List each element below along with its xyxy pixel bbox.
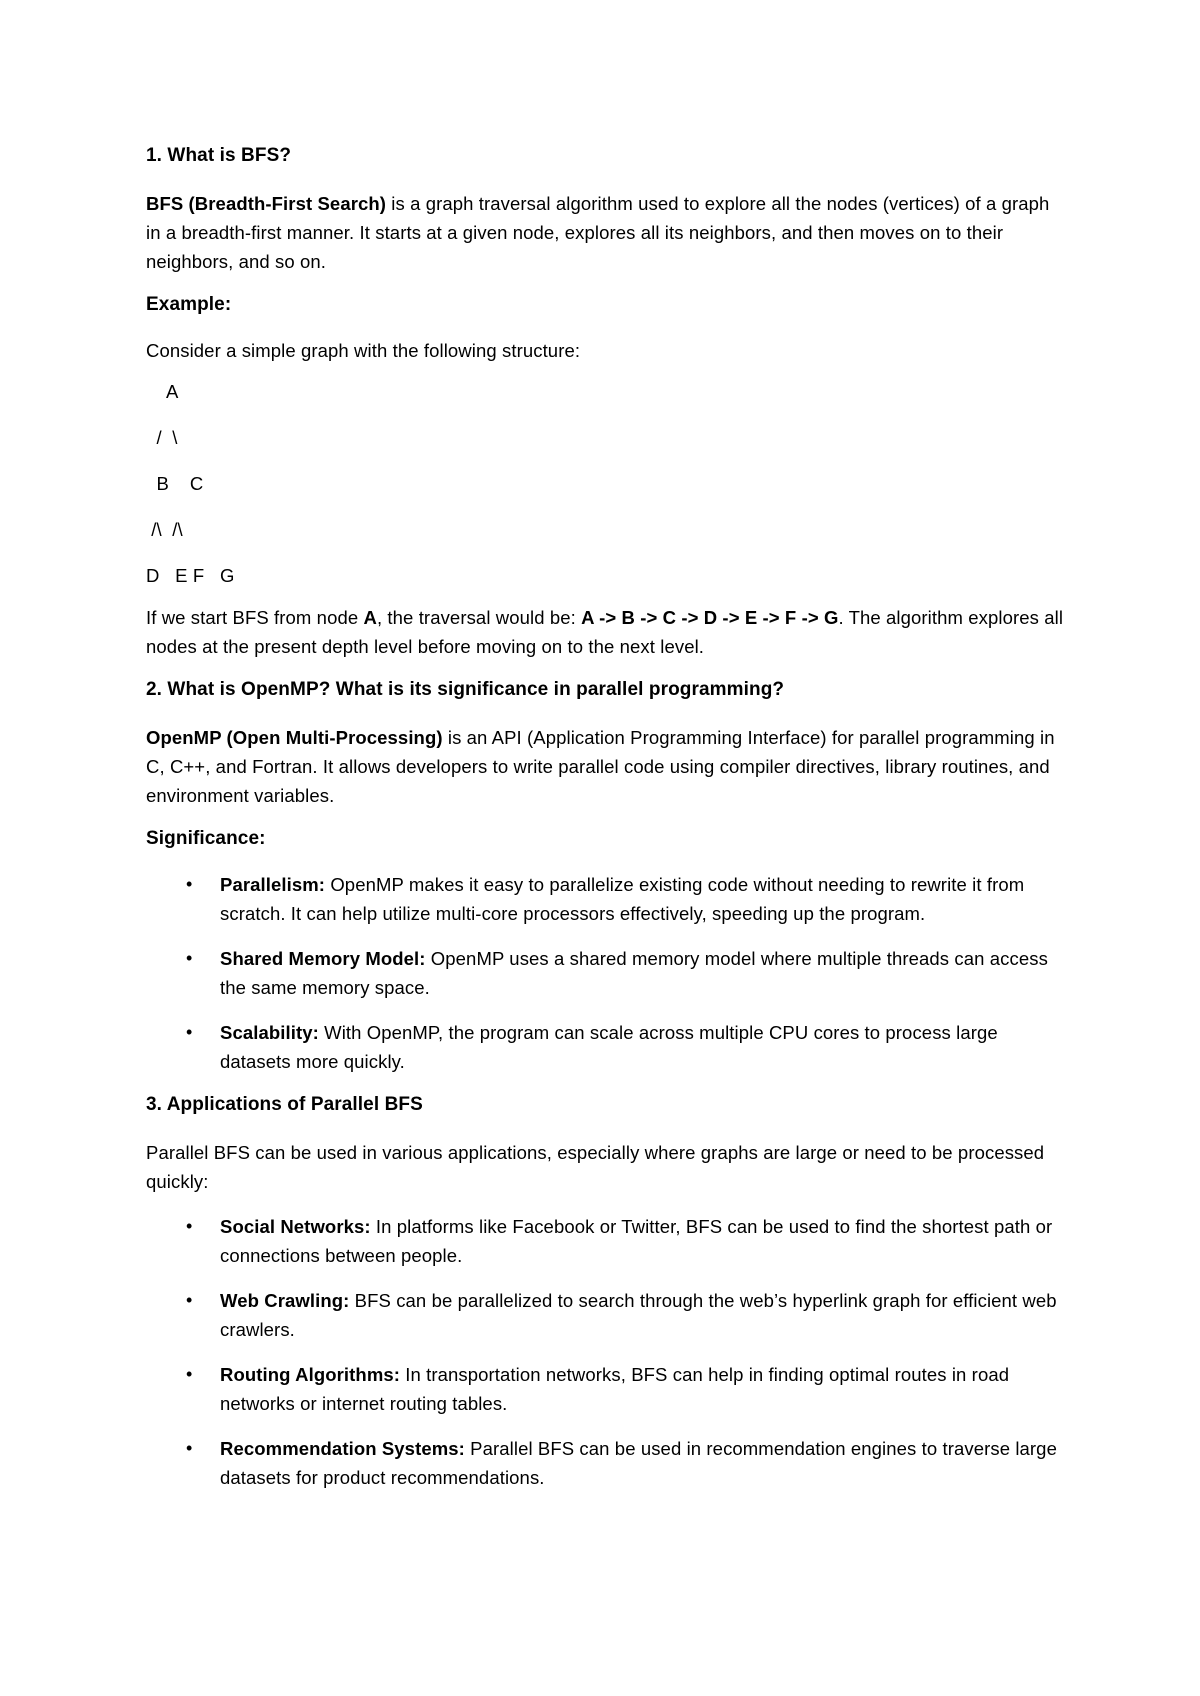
list-item-text: In platforms like Facebook or Twitter, BFS can be used to find the shortest path or connections between people. (220, 1216, 1053, 1266)
bullet-icon: • (186, 1022, 193, 1042)
graph-line: B C (146, 473, 204, 494)
list-item-text: OpenMP makes it easy to parallelize existing code without needing to rewrite it from scratch. It can help utilize multi-core processors effectively, speeding up the program. (220, 874, 1025, 924)
list-item-term: Parallelism: (220, 874, 326, 895)
list-item (146, 1360, 1066, 1418)
list-item (146, 1434, 1066, 1492)
list-item (146, 1212, 1066, 1270)
list-item-text: Parallel BFS can be used in recommendation engines to traverse large datasets for product recommendations. (220, 1438, 1057, 1488)
list-item-text: BFS can be parallelized to search through the web’s hyperlink graph for efficient web crawlers. (220, 1290, 1057, 1340)
bfs-term: BFS (Breadth-First Search) (146, 193, 387, 214)
graph-line: D E F G (146, 565, 235, 586)
list-item-term: Routing Algorithms: (220, 1364, 401, 1385)
graph-line: /\ /\ (146, 519, 183, 540)
traversal-pre: If we start BFS from node (146, 607, 364, 628)
applications-intro: Parallel BFS can be used in various applications, especially where graphs are large or need to be processed quickly: (146, 1142, 1045, 1192)
list-item-term: Recommendation Systems: (220, 1438, 465, 1459)
bullet-icon: • (186, 948, 193, 968)
bfs-definition-text: is a graph traversal algorithm used to explore all the nodes (vertices) of a graph in a breadth-first manner. It starts at a given node, explores all its neighbors, and then moves on to their neighbors, and so on. (146, 193, 1050, 272)
bullet-icon: • (186, 874, 193, 894)
ascii-graph (146, 379, 1066, 603)
list-item-text: OpenMP uses a shared memory model where multiple threads can access the same memory space. (220, 948, 1048, 998)
traversal-mid: , the traversal would be: (376, 607, 582, 628)
significance-label: Significance: (146, 828, 266, 849)
bfs-definition (146, 189, 1066, 276)
section-2-heading: 2. What is OpenMP? What is its significance in parallel programming? (146, 679, 785, 700)
openmp-definition (146, 723, 1066, 810)
openmp-definition-text: is an API (Application Programming Interface) for parallel programming in C, C++, and Fortran. It allows developers to write parallel code using compiler directives, library routines, and environment variables. (146, 727, 1055, 806)
graph-line: / \ (146, 427, 178, 448)
document-page (146, 143, 1066, 1508)
section-1-heading: 1. What is BFS? (146, 145, 292, 166)
applications-list (146, 1212, 1066, 1492)
significance-list (146, 870, 1066, 1076)
traversal-paragraph (146, 603, 1066, 661)
list-item-term: Web Crawling: (220, 1290, 350, 1311)
traversal-start-node: A (363, 607, 377, 628)
graph-line: A (146, 381, 179, 402)
list-item-term: Shared Memory Model: (220, 948, 426, 969)
list-item-text: With OpenMP, the program can scale across multiple CPU cores to process large datasets more quickly. (220, 1022, 998, 1072)
list-item (146, 870, 1066, 928)
list-item-term: Social Networks: (220, 1216, 371, 1237)
consider-text: Consider a simple graph with the following structure: (146, 340, 581, 361)
section-3-heading: 3. Applications of Parallel BFS (146, 1094, 423, 1115)
traversal-order: A -> B -> C -> D -> E -> F -> G (581, 607, 839, 628)
bullet-icon: • (186, 1364, 193, 1384)
bullet-icon: • (186, 1216, 193, 1236)
traversal-post: . The algorithm explores all nodes at the present depth level before moving on to the next level. (146, 607, 1064, 657)
list-item (146, 1018, 1066, 1076)
list-item (146, 1286, 1066, 1344)
example-label: Example: (146, 294, 232, 315)
bullet-icon: • (186, 1290, 193, 1310)
list-item (146, 944, 1066, 1002)
list-item-text: In transportation networks, BFS can help in finding optimal routes in road networks or internet routing tables. (220, 1364, 1010, 1414)
list-item-term: Scalability: (220, 1022, 319, 1043)
openmp-term: OpenMP (Open Multi-Processing) (146, 727, 443, 748)
bullet-icon: • (186, 1438, 193, 1458)
